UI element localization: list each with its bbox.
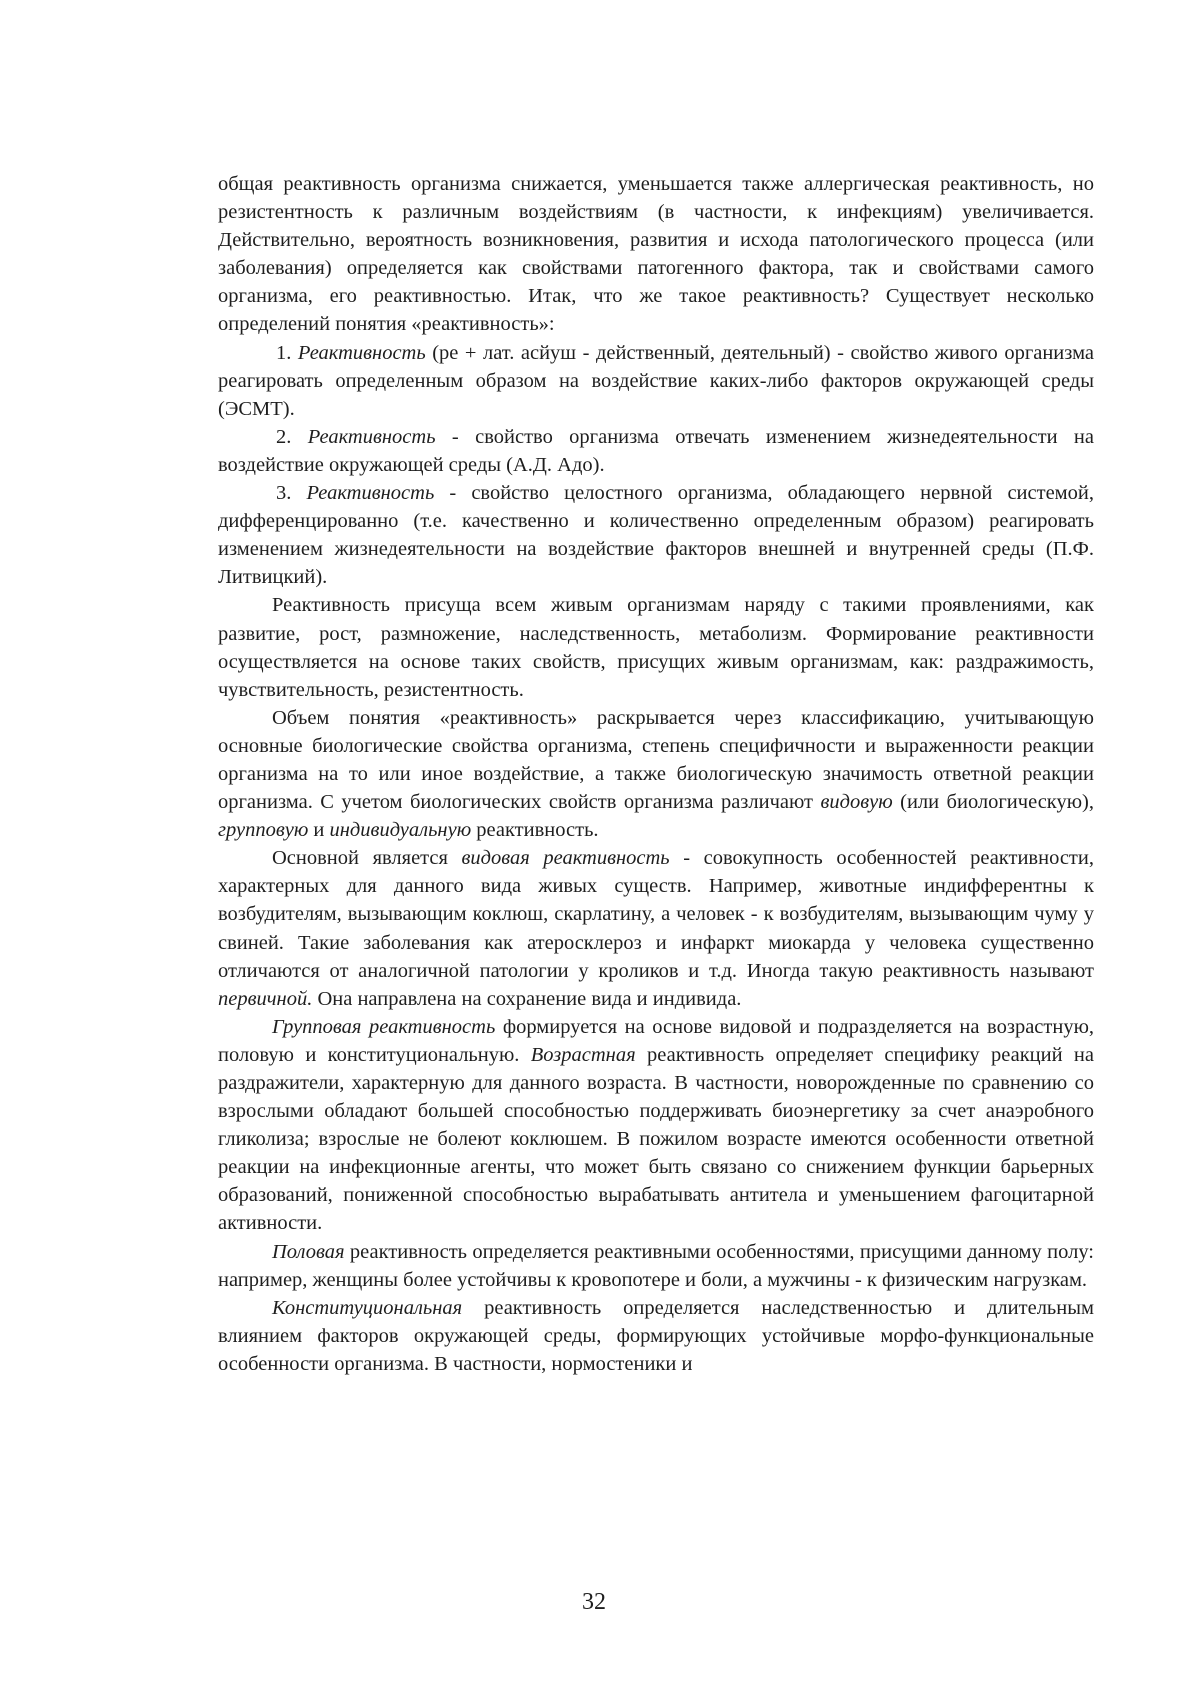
text-run: - свойство целостного организма, обладающего нервной системой, дифференцированно (т.е. качественно и количественно определенным образом) реагировать изменением жизнедеятельности на воздействие факторов внешней и внутренней среды (П.Ф. Литвицкий). <box>218 482 1094 589</box>
italic-term: Реактивность <box>307 425 436 448</box>
paragraph <box>218 339 1094 423</box>
text-run: - свойство организма отвечать изменением жизнедеятельности на воздействие окружающей среды (А.Д. Адо). <box>218 425 1094 476</box>
text-run: 2. <box>276 425 308 448</box>
text-run: формируется на основе видовой и подразделяется на возрастную, половую и конституциональную. <box>218 1015 1095 1066</box>
text-run: 1. <box>276 341 298 364</box>
text-run: Основной является <box>272 847 462 870</box>
paragraph <box>218 844 1094 1013</box>
text-run: общая реактивность организма снижается, уменьшается также аллергическая реактивность, но резистентность к различным воздействиям (в частности, к инфекциям) увеличивается. Действительно, вероятность возникновения, развития и исхода патологического процесса (или заболевания) определяется как свойствами патогенного фактора, так и свойствами самого организма, его реактивностью. Итак, что же такое реактивность? Существует несколько определений понятия «реактивность»: <box>218 173 1094 336</box>
text-run: (или биологическую), <box>892 791 1094 814</box>
text-run: Она направлена на сохранение вида и индивида. <box>312 987 742 1010</box>
text-run: - совокупность особенностей реактивности, характерных для данного вида живых существ. Например, животные индифферентны к возбудителям, вызывающим коклюш, скарлатину, а человек - к возбудителям, вызывающим чуму у свиней. Такие заболевания как атеросклероз и инфаркт миокарда у человека существенно отличаются от аналогичной патологии у кроликов и т.д. Иногда такую реактивность называют <box>218 847 1094 982</box>
italic-term: Групповая реактивность <box>272 1015 496 1038</box>
italic-term: Конституциональная <box>272 1296 463 1319</box>
paragraph <box>218 1294 1094 1378</box>
paragraph <box>218 1013 1094 1238</box>
text-run: Объем понятия «реактивность» раскрывается через классификацию, учитывающую основные биологические свойства организма, степень специфичности и выраженности реакции организма на то или иное воздействие, а также биологическую значимость ответной реакции организма. С учетом биологических свойств организма различают <box>218 706 1094 814</box>
italic-term: групповую <box>218 819 309 842</box>
page-body <box>218 170 1094 1378</box>
text-run: реактивность определяет специфику реакций на раздражители, характерную для данного возраста. В частности, новорожденные по сравнению со взрослыми обладают большей способностью поддерживать биоэнергетику за счет анаэробного гликолиза; взрослые не болеют коклюшем. В пожилом возрасте имеются особенности ответной реакции на инфекционные агенты, что может быть связано со снижением функции барьерных образований, пониженной способностью вырабатывать антитела и уменьшением фагоцитарной активности. <box>218 1043 1094 1235</box>
paragraph <box>218 170 1094 339</box>
paragraph <box>218 704 1094 844</box>
text-run: реактивность определяется реактивными особенностями, присущими данному полу: например, женщины более устойчивы к кровопотере и боли, а мужчины - к физическим нагрузкам. <box>218 1240 1094 1291</box>
text-run: (ре + лат. асйуш - действенный, деятельный) - свойство живого организма реагировать определенным образом на воздействие каких-либо факторов окружающей среды (ЭСМТ). <box>218 341 1095 420</box>
italic-term: индивидуальную <box>329 819 472 842</box>
paragraph <box>218 423 1094 479</box>
italic-term: Реактивность <box>297 341 426 364</box>
italic-term: Возрастная <box>530 1043 636 1066</box>
text-run: 3. <box>276 482 307 505</box>
italic-term: первичной. <box>218 987 313 1010</box>
text-run: реактивность определяется наследственностью и длительным влиянием факторов окружающей среды, формирующих устойчивые морфо-функциональные особенности организма. В частности, нормостеники и <box>218 1296 1094 1375</box>
italic-term: Половая <box>272 1240 345 1263</box>
italic-term: Реактивность <box>306 482 435 505</box>
italic-term: видовую <box>820 791 893 814</box>
italic-term: видовая реактивность <box>461 847 670 870</box>
paragraph <box>218 1238 1094 1294</box>
text-run: реактивность. <box>471 819 599 842</box>
text-run: и <box>308 819 330 842</box>
paragraph <box>218 479 1094 591</box>
page-number: 32 <box>582 1589 606 1615</box>
paragraph <box>218 591 1094 703</box>
text-run: Реактивность присуща всем живым организмам наряду с такими проявлениями, как развитие, рост, размножение, наследственность, метаболизм. Формирование реактивности осуществляется на основе таких свойств, присущих живым организмам, как: раздражимость, чувствительность, резистентность. <box>218 594 1094 701</box>
